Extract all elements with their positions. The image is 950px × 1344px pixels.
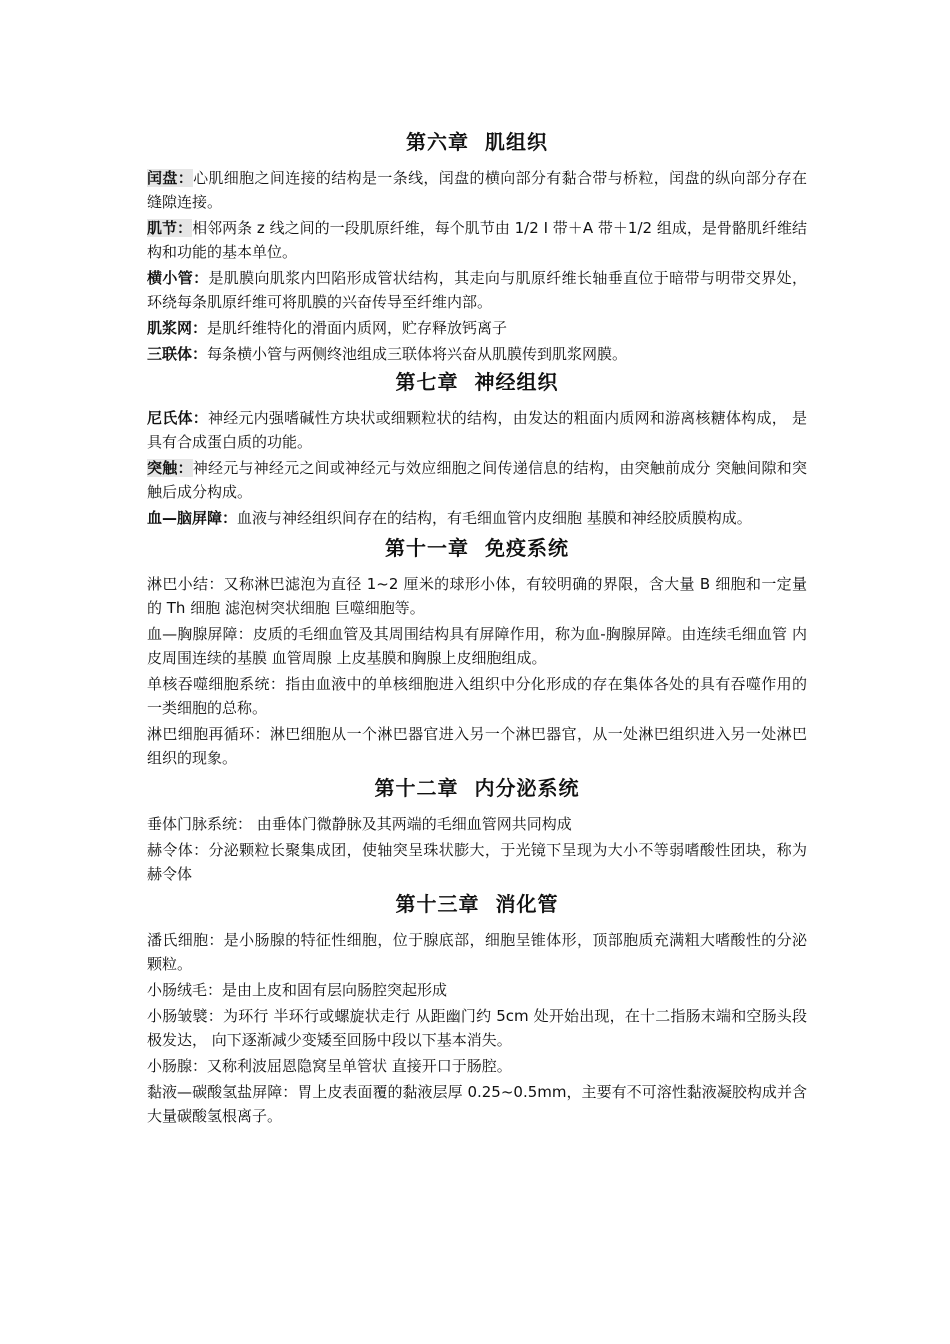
entry-lymph-nodule xyxy=(147,572,807,620)
entry-term: 突触： xyxy=(147,459,193,477)
entry-triad xyxy=(147,342,807,366)
entry-text: 神经元内强嗜碱性方块状或细颗粒状的结构，由发达的粗面内质网和游离核糖体构成， 是具有合成蛋白质的功能。 xyxy=(147,409,807,451)
entry-intercalated-disc xyxy=(147,166,807,214)
entry-text: 分泌颗粒长聚集成团，使轴突呈珠状膨大，于光镜下呈现为大小不等弱嗜酸性团块，称为赫令体 xyxy=(147,841,807,883)
entry-term: 肌节： xyxy=(147,219,193,237)
entry-text: 每条横小管与两侧终池组成三联体将兴奋从肌膜传到肌浆网膜。 xyxy=(207,345,628,363)
entry-term: 横小管： xyxy=(147,269,209,287)
entry-term: 血—胸腺屏障： xyxy=(147,625,253,643)
entry-plicae-circulares xyxy=(147,1004,807,1052)
entry-text: 是肌纤维特化的滑面内质网，贮存释放钙离子 xyxy=(207,319,508,337)
entry-paneth-cell xyxy=(147,928,807,976)
entry-text: 血液与神经组织间存在的结构，有毛细血管内皮细胞 基膜和神经胶质膜构成。 xyxy=(237,509,752,527)
entry-term: 尼氏体： xyxy=(147,409,208,427)
entry-mononuclear-phagocyte-system xyxy=(147,672,807,720)
entry-text: 相邻两条 z 线之间的一段肌原纤维，每个肌节由 1/2 I 带＋A 带＋1/2 组成，是骨骼肌纤维结构和功能的基本单位。 xyxy=(147,219,807,261)
entry-term: 黏液—碳酸氢盐屏障： xyxy=(147,1083,298,1101)
entry-text: 淋巴细胞从一个淋巴器官进入另一个淋巴器官，从一处淋巴组织进入另一处淋巴组织的现象。 xyxy=(147,725,807,767)
chapter-endocrine-system xyxy=(147,774,807,886)
entry-blood-brain-barrier xyxy=(147,506,807,530)
chapter-title: 第七章 神经组织 xyxy=(395,370,559,394)
chapter-digestive-tract xyxy=(147,890,807,1128)
entry-sarcoplasmic-reticulum xyxy=(147,316,807,340)
chapter-muscle-tissue xyxy=(147,128,807,366)
entry-text: 神经元与神经元之间或神经元与效应细胞之间传递信息的结构，由突触前成分 突触间隙和突触后成分构成。 xyxy=(147,459,807,501)
entry-term: 血—脑屏障： xyxy=(147,509,238,527)
entry-text: 是小肠腺的特征性细胞，位于腺底部，细胞呈锥体形，顶部胞质充满粗大嗜酸性的分泌颗粒。 xyxy=(147,931,807,973)
entry-term: 赫令体： xyxy=(147,841,209,859)
document-page xyxy=(147,128,807,1130)
entry-text: 皮质的毛细血管及其周围结构具有屏障作用，称为血-胸腺屏障。由连续毛细血管 内皮周围连续的基膜 血管周腺 上皮基膜和胸腺上皮细胞组成。 xyxy=(147,625,807,667)
entry-text: 又称利波屈恩隐窝呈单管状 直接开口于肠腔。 xyxy=(207,1057,512,1075)
entry-term: 小肠腺： xyxy=(147,1057,208,1075)
entry-herring-body xyxy=(147,838,807,886)
entry-text: 为环行 半环行或螺旋状走行 从距幽门约 5cm 处开始出现，在十二指肠末端和空肠头段极发达， 向下逐渐减少变矮至回肠中段以下基本消失。 xyxy=(147,1007,807,1049)
entry-sarcomere xyxy=(147,216,807,264)
entry-term: 闰盘： xyxy=(147,169,194,187)
entry-intestinal-villus xyxy=(147,978,807,1002)
entry-term: 垂体门脉系统： xyxy=(147,815,253,833)
entry-term: 小肠皱襞： xyxy=(147,1007,223,1025)
entry-term: 肌浆网： xyxy=(147,319,208,337)
entry-term: 淋巴小结： xyxy=(147,575,224,593)
entry-hypophyseal-portal-system xyxy=(147,812,807,836)
entry-blood-thymus-barrier xyxy=(147,622,807,670)
entry-intestinal-gland xyxy=(147,1054,807,1078)
entry-text: 是肌膜向肌浆内凹陷形成管状结构，其走向与肌原纤维长轴垂直位于暗带与明带交界处，环绕每条肌原纤维可将肌膜的兴奋传导至纤维内部。 xyxy=(147,269,807,311)
entry-term: 潘氏细胞： xyxy=(147,931,224,949)
chapter-nervous-tissue xyxy=(147,368,807,530)
chapter-title: 第十一章 免疫系统 xyxy=(385,536,569,560)
entry-term: 三联体： xyxy=(147,345,208,363)
entry-nissl-body xyxy=(147,406,807,454)
entry-text: 胃上皮表面覆的黏液层厚 0.25~0.5mm，主要有不可溶性黏液凝胶构成并含大量碳酸氢根离子。 xyxy=(147,1083,807,1125)
entry-term: 淋巴细胞再循环： xyxy=(147,725,270,743)
entry-text: 由垂体门微静脉及其两端的毛细血管网共同构成 xyxy=(252,815,572,833)
chapter-title: 第十三章 消化管 xyxy=(395,892,559,916)
entry-transverse-tubule xyxy=(147,266,807,314)
entry-mucus-bicarbonate-barrier xyxy=(147,1080,807,1128)
chapter-immune-system xyxy=(147,534,807,770)
chapter-title: 第十二章 内分泌系统 xyxy=(374,776,580,800)
entry-text: 又称淋巴滤泡为直径 1~2 厘米的球形小体，有较明确的界限，含大量 B 细胞和一定量的 Th 细胞 滤泡树突状细胞 巨噬细胞等。 xyxy=(147,575,807,617)
entry-synapse xyxy=(147,456,807,504)
entry-term: 单核吞噬细胞系统： xyxy=(147,675,286,693)
entry-text: 是由上皮和固有层向肠腔突起形成 xyxy=(222,981,448,999)
chapter-title: 第六章 肌组织 xyxy=(406,130,548,154)
entry-text: 心肌细胞之间连接的结构是一条线，闰盘的横向部分有黏合带与桥粒，闰盘的纵向部分存在缝隙连接。 xyxy=(147,169,807,211)
entry-lymphocyte-recirculation xyxy=(147,722,807,770)
entry-text: 指由血液中的单核细胞进入组织中分化形成的存在集体各处的具有吞噬作用的一类细胞的总称。 xyxy=(147,675,807,717)
entry-term: 小肠绒毛： xyxy=(147,981,223,999)
